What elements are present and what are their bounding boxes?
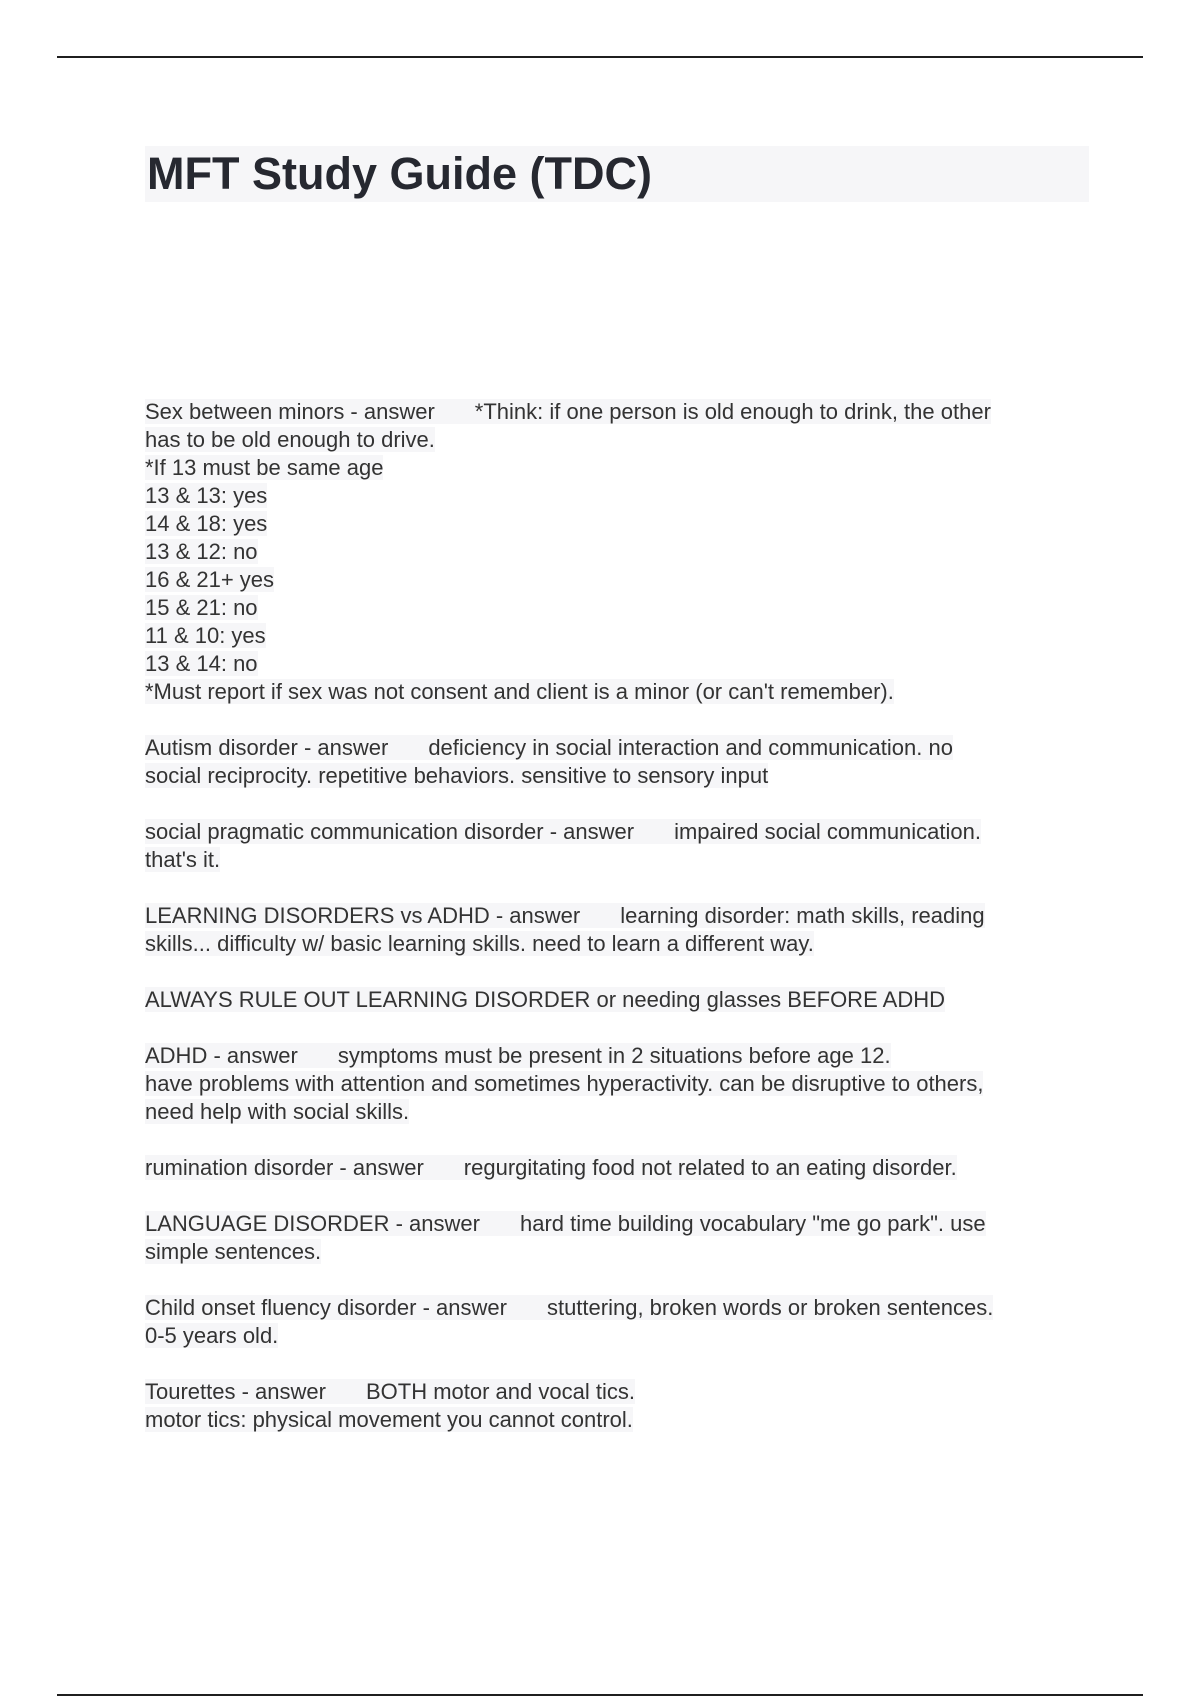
entry-definition-text: *Must report if sex was not consent and client is a minor (or can't remember). [145,679,894,704]
entry-definition-text: 16 & 21+ yes [145,567,275,592]
entry-line [145,426,1089,454]
study-entry [145,986,1089,1014]
entry-term: Autism disorder - answer [145,735,389,760]
entry-line [145,566,1089,594]
entry-definition-text: regurgitating food not related to an eating disorder. [463,1155,957,1180]
entry-line [145,650,1089,678]
entry-line [145,1098,1089,1126]
study-entry [145,734,1089,790]
entry-first-line [145,1378,1089,1406]
entry-line [145,930,1089,958]
entry-definition-text: BOTH motor and vocal tics. [365,1379,635,1404]
entry-line [145,1406,1089,1434]
entry-line [145,482,1089,510]
entry-definition-text: symptoms must be present in 2 situations before age 12. [337,1043,891,1068]
entry-first-line [145,1042,1089,1070]
entry-line [145,846,1089,874]
entry-definition-text: skills... difficulty w/ basic learning skills. need to learn a different way. [145,931,814,956]
entry-definition-text: ALWAYS RULE OUT LEARNING DISORDER or needing glasses BEFORE ADHD [145,987,945,1012]
entry-definition-text: have problems with attention and sometimes hyperactivity. can be disruptive to others, [145,1071,984,1096]
entry-definition-text: 14 & 18: yes [145,511,268,536]
bottom-rule [57,1694,1143,1696]
entry-line [145,454,1089,482]
study-entry [145,1042,1089,1126]
entry-definition-text: has to be old enough to drive. [145,427,435,452]
study-entry [145,1210,1089,1266]
entry-definition-text: 13 & 13: yes [145,483,268,508]
entry-definition-text: stuttering, broken words or broken sentences. [546,1295,994,1320]
entry-definition-text: motor tics: physical movement you cannot control. [145,1407,633,1432]
entry-first-line [145,986,1089,1014]
study-entry [145,1378,1089,1434]
entry-line [145,622,1089,650]
entry-line [145,762,1089,790]
entry-first-line [145,1294,1089,1322]
entry-definition-text: *Think: if one person is old enough to drink, the other [474,399,991,424]
entry-definition-text: deficiency in social interaction and communication. no [428,735,953,760]
study-entry [145,1154,1089,1182]
entry-definition-text: 15 & 21: no [145,595,258,620]
entry-term: LANGUAGE DISORDER - answer [145,1211,480,1236]
entry-term: social pragmatic communication disorder - answer [145,819,635,844]
entry-definition-text: 13 & 14: no [145,651,258,676]
study-entry [145,398,1089,706]
entry-first-line [145,734,1089,762]
entry-first-line [145,398,1089,426]
entries-list [145,398,1089,1434]
entry-term: Child onset fluency disorder - answer [145,1295,507,1320]
entry-term: Tourettes - answer [145,1379,326,1404]
entry-line [145,510,1089,538]
entry-definition-text: simple sentences. [145,1239,322,1264]
entry-definition-text: impaired social communication. [674,819,981,844]
entry-line [145,1322,1089,1350]
entry-first-line [145,1210,1089,1238]
entry-term: Sex between minors - answer [145,399,435,424]
entry-first-line [145,1154,1089,1182]
entry-term: rumination disorder - answer [145,1155,424,1180]
entry-line [145,1238,1089,1266]
top-rule [57,56,1143,58]
entry-definition-text: *If 13 must be same age [145,455,384,480]
document-body [145,146,1089,1462]
entry-definition-text: 0-5 years old. [145,1323,279,1348]
entry-definition-text: 13 & 12: no [145,539,258,564]
entry-definition-text: hard time building vocabulary "me go park". use [519,1211,986,1236]
entry-definition-text: that's it. [145,847,221,872]
entry-first-line [145,818,1089,846]
entry-line [145,1070,1089,1098]
entry-term: ADHD - answer [145,1043,298,1068]
entry-line [145,678,1089,706]
entry-definition-text: learning disorder: math skills, reading [620,903,985,928]
entry-definition-text: social reciprocity. repetitive behaviors. sensitive to sensory input [145,763,769,788]
entry-line [145,538,1089,566]
study-entry [145,818,1089,874]
entry-first-line [145,902,1089,930]
study-entry [145,1294,1089,1350]
entry-definition-text: 11 & 10: yes [145,623,266,648]
study-entry [145,902,1089,958]
entry-term: LEARNING DISORDERS vs ADHD - answer [145,903,581,928]
document-title: MFT Study Guide (TDC) [145,146,1089,202]
entry-line [145,594,1089,622]
entry-definition-text: need help with social skills. [145,1099,410,1124]
